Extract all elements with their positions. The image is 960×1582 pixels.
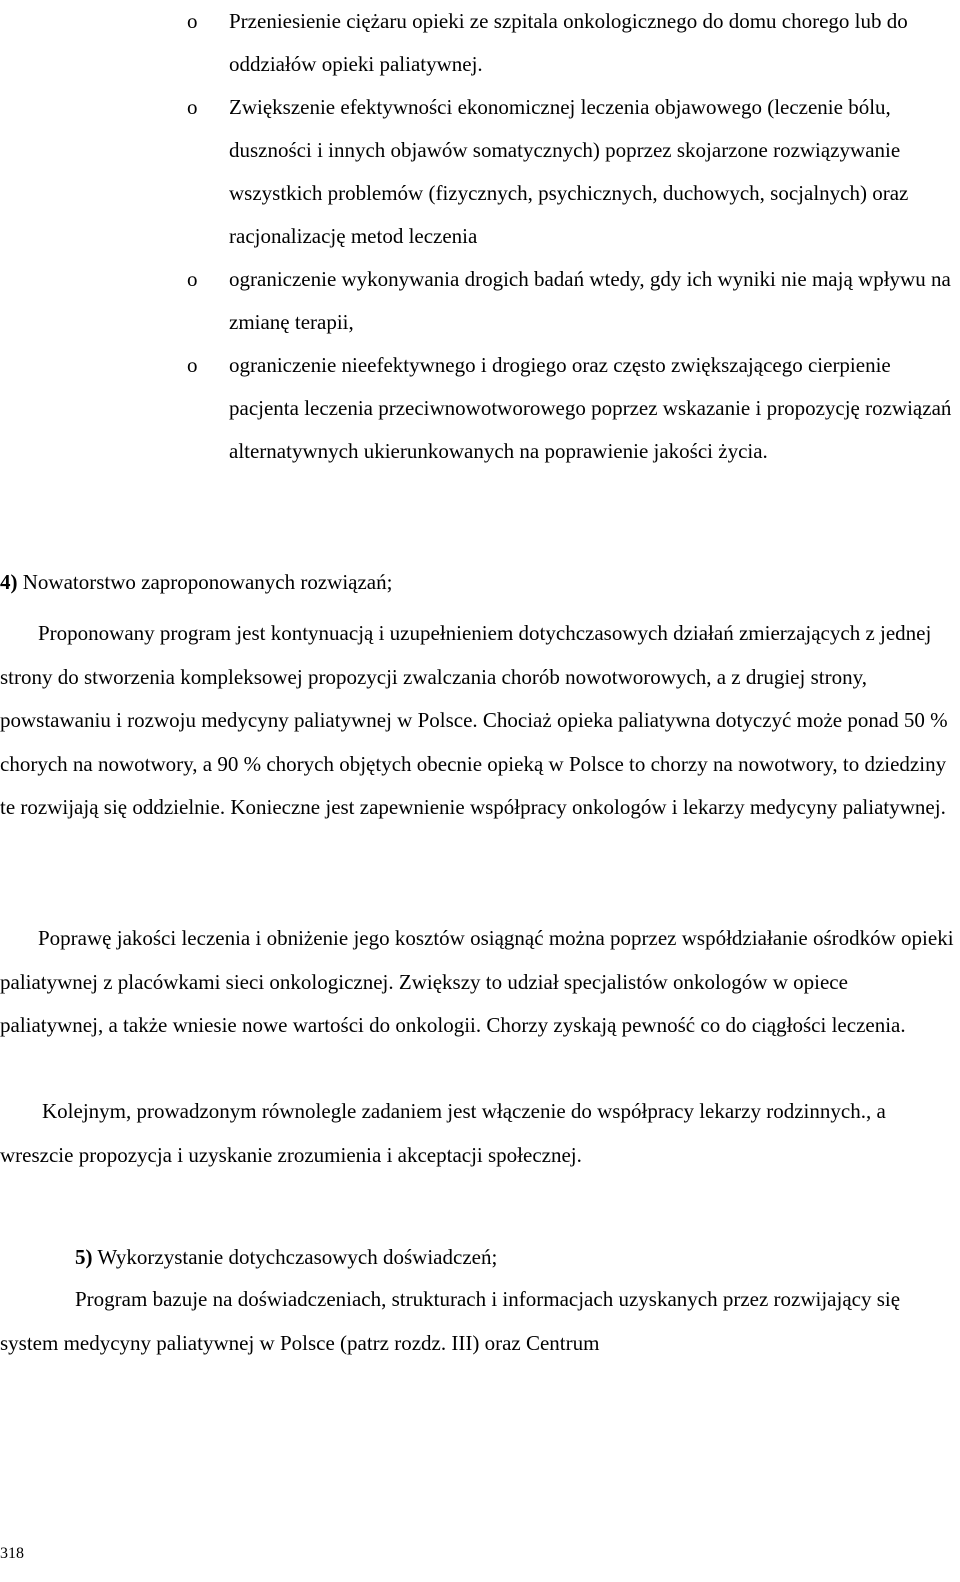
section-4-paragraph-1: Proponowany program jest kontynuacją i uzupełnieniem dotychczasowych działań zmierzających z jednej strony do stworzenia kompleksowej propozycji zwalczania chorób nowotworowych, a z drugiej strony, powstawaniu i rozwoju medycyny paliatywnej w Polsce. Chociaż opieka paliatywna dotyczyć może ponad 50 % chorych na nowotwory, a 90 % chorych objętych obecnie opieką w Polsce to chorzy na nowotwory, to dziedziny te rozwijają się oddzielnie. Konieczne jest zapewnienie współpracy onkologów i lekarzy medycyny paliatywnej. bbox=[0, 621, 948, 820]
page-number: 318 bbox=[0, 1545, 24, 1562]
section-4-paragraph-2: Poprawę jakości leczenia i obniżenie jego kosztów osiągnąć można poprzez współdziałanie ośrodków opieki paliatywnej z placówkami sieci onkologicznej. Zwiększy to udział specjalistów onkologów w opiece paliatywnej, a także wniesie nowe wartości do onkologii. Chorzy zyskają pewność co do ciągłości leczenia. bbox=[0, 926, 954, 1038]
bullet-item bbox=[0, 0, 960, 86]
bullet-marker: o bbox=[187, 353, 198, 377]
bullet-text: Przeniesienie ciężaru opieki ze szpitala onkologicznego do domu chorego lub do oddziałów opieki paliatywnej. bbox=[229, 9, 908, 76]
bullet-item bbox=[0, 86, 960, 258]
bullet-text: ograniczenie wykonywania drogich badań wtedy, gdy ich wyniki nie mają wpływu na zmianę terapii, bbox=[229, 267, 951, 334]
section-4-paragraph-3: Kolejnym, prowadzonym równolegle zadaniem jest włączenie do współpracy lekarzy rodzinnych., a wreszcie propozycja i uzyskanie zrozumienia i akceptacji społecznej. bbox=[0, 1099, 886, 1167]
section-5-heading bbox=[75, 1236, 497, 1279]
bullet-text: Zwiększenie efektywności ekonomicznej leczenia objawowego (leczenie bólu, duszności i innych objawów somatycznych) poprzez skojarzone rozwiązywanie wszystkich problemów (fizycznych, psychicznych, duchowych, socjalnych) oraz racjonalizację metod leczenia bbox=[229, 95, 909, 248]
section-5-title: Wykorzystanie dotychczasowych doświadczeń; bbox=[92, 1245, 498, 1269]
section-5-number: 5) bbox=[75, 1245, 93, 1269]
section-5-paragraph: Program bazuje na doświadczeniach, strukturach i informacjach uzyskanych przez rozwijający się system medycyny paliatywnej w Polsce (patrz rozdz. III) oraz Centrum bbox=[0, 1287, 901, 1355]
bullet-marker: o bbox=[187, 267, 198, 291]
section-4-number: 4) bbox=[0, 570, 18, 594]
bullet-marker: o bbox=[187, 95, 198, 119]
bullet-item bbox=[0, 258, 960, 344]
bullet-text: ograniczenie nieefektywnego i drogiego oraz często zwiększającego cierpienie pacjenta leczenia przeciwnowotworowego poprzez wskazanie i propozycję rozwiązań alternatywnych ukierunkowanych na poprawienie jakości życia. bbox=[229, 353, 952, 463]
section-4-title: Nowatorstwo zaproponowanych rozwiązań; bbox=[17, 570, 393, 594]
bullet-item bbox=[0, 344, 960, 473]
objectives-bullet-list bbox=[0, 0, 960, 473]
section-4-heading bbox=[0, 561, 392, 604]
bullet-marker: o bbox=[187, 9, 198, 33]
